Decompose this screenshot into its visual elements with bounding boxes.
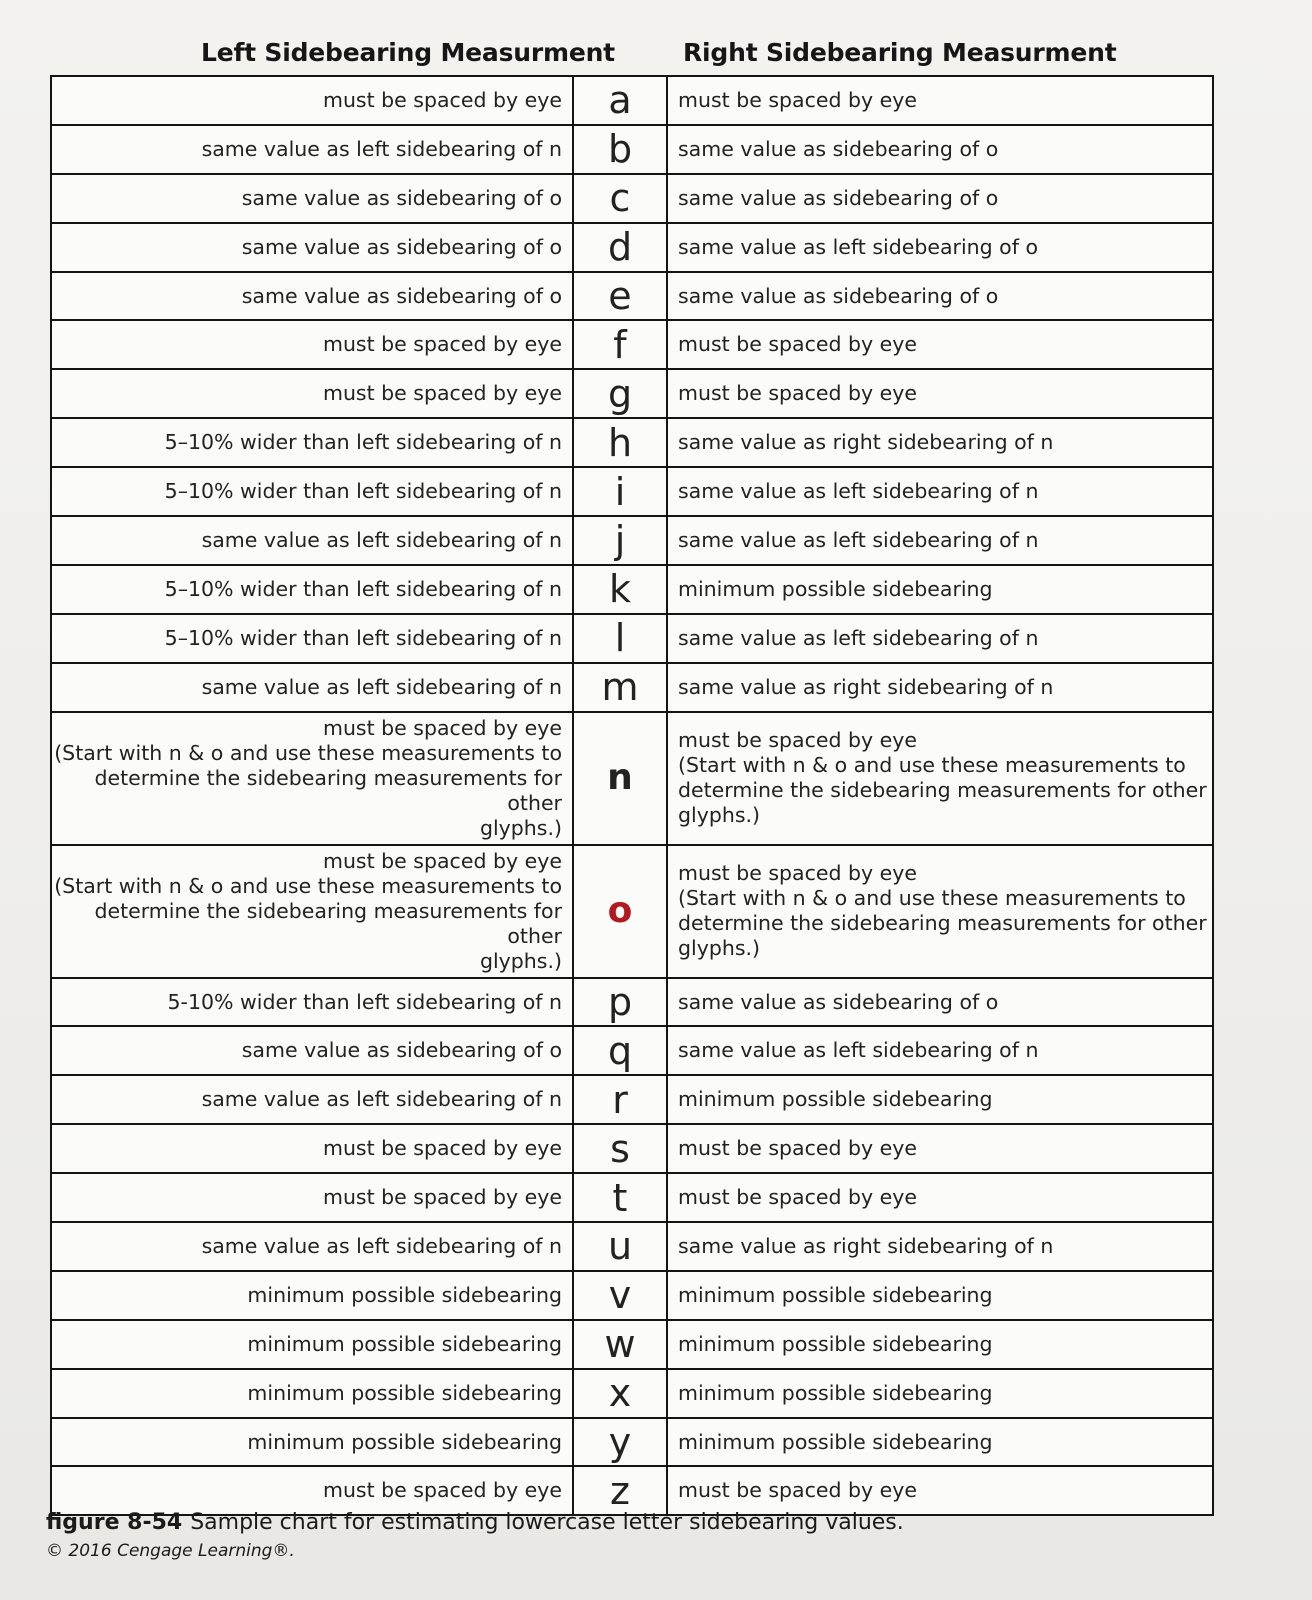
right-sidebearing-text: must be spaced by eye xyxy=(678,332,918,357)
letter-cell: x xyxy=(573,1369,667,1418)
letter-cell: t xyxy=(573,1173,667,1222)
letter-cell: o xyxy=(573,845,667,978)
table-row xyxy=(51,663,1213,712)
right-sidebearing-text: same value as right sidebearing of n xyxy=(678,1233,1054,1258)
table-row xyxy=(51,1124,1213,1173)
right-sidebearing-text: same value as left sidebearing of n xyxy=(678,1038,1039,1063)
left-sidebearing-cell xyxy=(51,1466,573,1515)
letter-cell: q xyxy=(573,1026,667,1075)
letter-cell: m xyxy=(573,663,667,712)
right-sidebearing-text: must be spaced by eye (Start with n & o and use these measurements to determine the sidebearing measurements for other glyphs.) xyxy=(678,861,1207,961)
left-sidebearing-cell xyxy=(51,1026,573,1075)
left-sidebearing-cell xyxy=(51,712,573,845)
right-sidebearing-text: must be spaced by eye xyxy=(678,1185,918,1210)
table-row xyxy=(51,1466,1213,1515)
chart-body xyxy=(51,76,1213,1515)
left-sidebearing-text: 5–10% wider than left sidebearing of n xyxy=(164,479,562,504)
right-sidebearing-text: must be spaced by eye xyxy=(678,1136,918,1161)
letter-cell: y xyxy=(573,1418,667,1467)
left-sidebearing-cell xyxy=(51,369,573,418)
left-sidebearing-text: same value as left sidebearing of n xyxy=(201,1233,562,1258)
left-sidebearing-cell xyxy=(51,1124,573,1173)
left-sidebearing-text: must be spaced by eye xyxy=(322,1185,562,1210)
table-row xyxy=(51,1418,1213,1467)
right-sidebearing-text: same value as sidebearing of o xyxy=(678,283,999,308)
right-sidebearing-cell xyxy=(667,712,1213,845)
table-row xyxy=(51,565,1213,614)
left-sidebearing-text: must be spaced by eye xyxy=(322,381,562,406)
right-sidebearing-cell xyxy=(667,1369,1213,1418)
right-column-header: Right Sidebearing Measurment xyxy=(683,38,1117,67)
left-sidebearing-text: minimum possible sidebearing xyxy=(247,1331,562,1356)
right-sidebearing-text: same value as right sidebearing of n xyxy=(678,430,1054,455)
left-sidebearing-text: same value as sidebearing of o xyxy=(241,283,562,308)
letter-cell: a xyxy=(573,76,667,125)
table-row xyxy=(51,1271,1213,1320)
left-sidebearing-text: minimum possible sidebearing xyxy=(247,1282,562,1307)
letter-cell: i xyxy=(573,467,667,516)
letter-cell: j xyxy=(573,516,667,565)
caption-line xyxy=(46,1510,1246,1535)
right-sidebearing-cell xyxy=(667,320,1213,369)
right-sidebearing-text: minimum possible sidebearing xyxy=(678,1331,993,1356)
right-sidebearing-text: must be spaced by eye (Start with n & o and use these measurements to determine the sidebearing measurements for other glyphs.) xyxy=(678,728,1207,828)
left-sidebearing-cell xyxy=(51,978,573,1027)
table-row xyxy=(51,516,1213,565)
figure-label: figure 8-54 xyxy=(46,1510,183,1535)
table-row xyxy=(51,76,1213,125)
right-sidebearing-text: minimum possible sidebearing xyxy=(678,576,993,601)
letter-cell: z xyxy=(573,1466,667,1515)
left-sidebearing-cell xyxy=(51,845,573,978)
table-row xyxy=(51,614,1213,663)
right-sidebearing-cell xyxy=(667,467,1213,516)
right-sidebearing-cell xyxy=(667,1173,1213,1222)
left-sidebearing-cell xyxy=(51,1075,573,1124)
left-sidebearing-text: must be spaced by eye xyxy=(322,1478,562,1503)
right-sidebearing-cell xyxy=(667,663,1213,712)
right-sidebearing-cell xyxy=(667,845,1213,978)
right-sidebearing-cell xyxy=(667,272,1213,321)
left-sidebearing-text: 5-10% wider than left sidebearing of n xyxy=(167,989,562,1014)
right-sidebearing-text: minimum possible sidebearing xyxy=(678,1429,993,1454)
letter-cell: r xyxy=(573,1075,667,1124)
letter-cell: d xyxy=(573,223,667,272)
left-sidebearing-text: 5–10% wider than left sidebearing of n xyxy=(164,625,562,650)
left-sidebearing-cell xyxy=(51,467,573,516)
left-sidebearing-cell xyxy=(51,174,573,223)
right-sidebearing-cell xyxy=(667,1466,1213,1515)
right-sidebearing-cell xyxy=(667,369,1213,418)
right-sidebearing-text: same value as left sidebearing of n xyxy=(678,479,1039,504)
right-sidebearing-cell xyxy=(667,125,1213,174)
left-sidebearing-text: must be spaced by eye (Start with n & o and use these measurements to determine the sidebearing measurements for other glyphs.) xyxy=(54,848,562,973)
letter-cell: l xyxy=(573,614,667,663)
right-sidebearing-text: same value as left sidebearing of n xyxy=(678,625,1039,650)
table-row xyxy=(51,125,1213,174)
letter-cell: n xyxy=(573,712,667,845)
left-sidebearing-cell xyxy=(51,1369,573,1418)
right-sidebearing-cell xyxy=(667,174,1213,223)
letter-cell: e xyxy=(573,272,667,321)
right-sidebearing-cell xyxy=(667,1075,1213,1124)
figure-caption xyxy=(46,1510,1246,1561)
left-sidebearing-cell xyxy=(51,614,573,663)
letter-cell: p xyxy=(573,978,667,1027)
table-row xyxy=(51,978,1213,1027)
left-sidebearing-text: must be spaced by eye xyxy=(322,332,562,357)
right-sidebearing-cell xyxy=(667,76,1213,125)
letter-cell: k xyxy=(573,565,667,614)
left-sidebearing-cell xyxy=(51,663,573,712)
right-sidebearing-cell xyxy=(667,1026,1213,1075)
right-sidebearing-text: same value as left sidebearing of n xyxy=(678,527,1039,552)
right-sidebearing-text: same value as sidebearing of o xyxy=(678,185,999,210)
left-sidebearing-cell xyxy=(51,125,573,174)
right-sidebearing-text: must be spaced by eye xyxy=(678,87,918,112)
right-sidebearing-cell xyxy=(667,1271,1213,1320)
table-row xyxy=(51,1369,1213,1418)
table-row xyxy=(51,320,1213,369)
table-row xyxy=(51,845,1213,978)
letter-cell: u xyxy=(573,1222,667,1271)
left-sidebearing-text: same value as sidebearing of o xyxy=(241,185,562,210)
left-sidebearing-text: same value as left sidebearing of n xyxy=(201,674,562,699)
left-sidebearing-text: must be spaced by eye xyxy=(322,87,562,112)
table-row xyxy=(51,1222,1213,1271)
left-sidebearing-text: minimum possible sidebearing xyxy=(247,1429,562,1454)
left-sidebearing-cell xyxy=(51,1271,573,1320)
letter-cell: g xyxy=(573,369,667,418)
letter-cell: w xyxy=(573,1320,667,1369)
letter-cell: s xyxy=(573,1124,667,1173)
right-sidebearing-text: same value as left sidebearing of o xyxy=(678,234,1038,259)
right-sidebearing-cell xyxy=(667,1320,1213,1369)
right-sidebearing-cell xyxy=(667,1124,1213,1173)
left-sidebearing-cell xyxy=(51,223,573,272)
left-sidebearing-cell xyxy=(51,418,573,467)
table-row xyxy=(51,223,1213,272)
left-sidebearing-cell xyxy=(51,320,573,369)
right-sidebearing-text: must be spaced by eye xyxy=(678,381,918,406)
right-sidebearing-text: same value as right sidebearing of n xyxy=(678,674,1054,699)
right-sidebearing-cell xyxy=(667,565,1213,614)
left-sidebearing-text: same value as sidebearing of o xyxy=(241,1038,562,1063)
left-sidebearing-cell xyxy=(51,1418,573,1467)
table-row xyxy=(51,174,1213,223)
table-row xyxy=(51,418,1213,467)
table-row xyxy=(51,1075,1213,1124)
left-sidebearing-text: must be spaced by eye (Start with n & o and use these measurements to determine the sidebearing measurements for other glyphs.) xyxy=(54,715,562,840)
table-row xyxy=(51,1173,1213,1222)
table-row xyxy=(51,1320,1213,1369)
letter-cell: h xyxy=(573,418,667,467)
left-sidebearing-cell xyxy=(51,1320,573,1369)
left-sidebearing-cell xyxy=(51,272,573,321)
table-row xyxy=(51,1026,1213,1075)
right-sidebearing-cell xyxy=(667,516,1213,565)
left-sidebearing-cell xyxy=(51,1222,573,1271)
right-sidebearing-text: minimum possible sidebearing xyxy=(678,1380,993,1405)
sidebearing-chart-table xyxy=(50,75,1214,1516)
right-sidebearing-cell xyxy=(667,1418,1213,1467)
left-sidebearing-cell xyxy=(51,565,573,614)
left-sidebearing-text: same value as left sidebearing of n xyxy=(201,1087,562,1112)
right-sidebearing-cell xyxy=(667,614,1213,663)
column-headers xyxy=(56,30,1206,74)
table-row xyxy=(51,712,1213,845)
left-sidebearing-text: same value as left sidebearing of n xyxy=(201,136,562,161)
left-sidebearing-text: 5–10% wider than left sidebearing of n xyxy=(164,430,562,455)
right-sidebearing-cell xyxy=(667,1222,1213,1271)
left-sidebearing-cell xyxy=(51,516,573,565)
right-sidebearing-text: same value as sidebearing of o xyxy=(678,989,999,1014)
left-sidebearing-text: same value as sidebearing of o xyxy=(241,234,562,259)
right-sidebearing-cell xyxy=(667,978,1213,1027)
right-sidebearing-text: minimum possible sidebearing xyxy=(678,1087,993,1112)
letter-cell: f xyxy=(573,320,667,369)
right-sidebearing-text: minimum possible sidebearing xyxy=(678,1282,993,1307)
right-sidebearing-text: must be spaced by eye xyxy=(678,1478,918,1503)
left-sidebearing-text: must be spaced by eye xyxy=(322,1136,562,1161)
letter-cell: c xyxy=(573,174,667,223)
caption-text: Sample chart for estimating lowercase letter sidebearing values. xyxy=(190,1510,904,1535)
left-sidebearing-text: same value as left sidebearing of n xyxy=(201,527,562,552)
table-row xyxy=(51,467,1213,516)
left-sidebearing-text: 5–10% wider than left sidebearing of n xyxy=(164,576,562,601)
right-sidebearing-cell xyxy=(667,223,1213,272)
table-row xyxy=(51,272,1213,321)
letter-cell: b xyxy=(573,125,667,174)
left-sidebearing-cell xyxy=(51,76,573,125)
left-sidebearing-cell xyxy=(51,1173,573,1222)
left-sidebearing-text: minimum possible sidebearing xyxy=(247,1380,562,1405)
left-column-header: Left Sidebearing Measurment xyxy=(201,38,615,67)
right-sidebearing-text: same value as sidebearing of o xyxy=(678,136,999,161)
copyright-notice: © 2016 Cengage Learning®. xyxy=(46,1541,295,1561)
table-row xyxy=(51,369,1213,418)
right-sidebearing-cell xyxy=(667,418,1213,467)
letter-cell: v xyxy=(573,1271,667,1320)
